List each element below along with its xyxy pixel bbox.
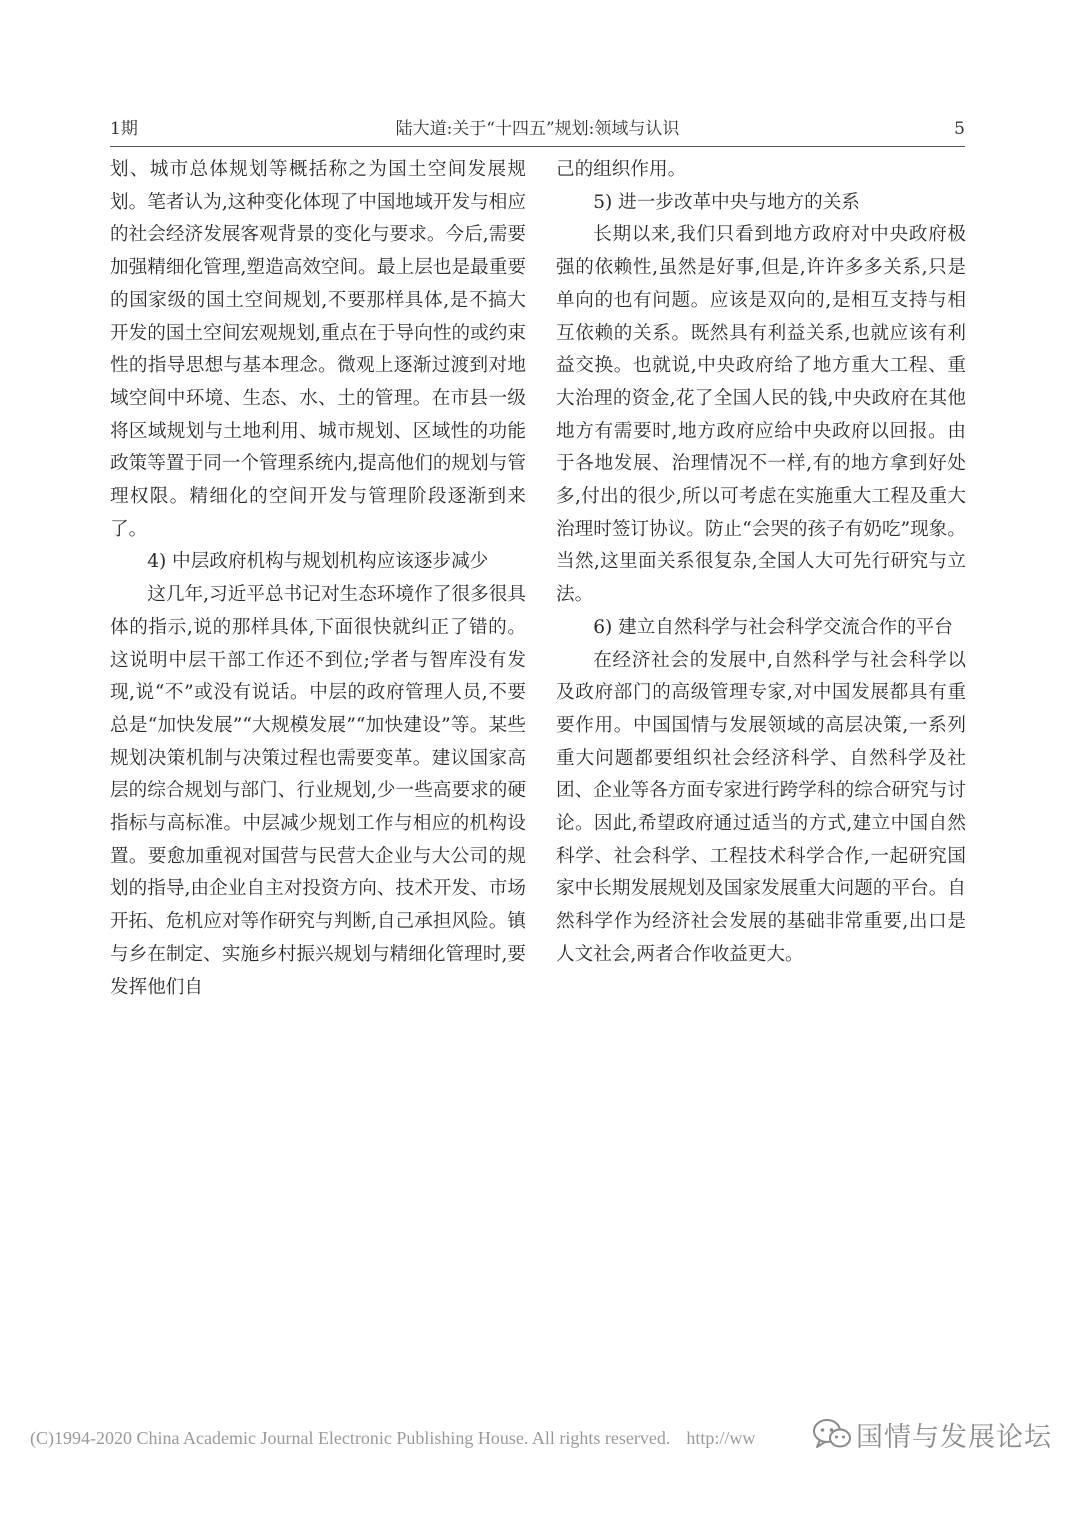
body-paragraph: 这几年,习近平总书记对生态环境作了很多很具体的指示,说的那样具体,下面很快就纠正了错的。这说明中层干部工作还不到位;学者与智库没有发现,说“不”或没有说话。中层的政府管理人员,不要总是“加快发展”“大规模发展”“加快建设”等。某些规划决策机制与决策过程也需要变革。建议国家高层的综合规划与部门、行业规划,少一些高要求的硬指标与高标准。中层减少规划工作与相应的机构设置。要愈加重视对国营与民营大企业与大公司的规划的指导,由企业自主对投资方向、技术开发、市场开拓、危机应对等作研究与判断,自己承担风险。镇与乡在制定、实施乡村振兴规划与精细化管理时,要发挥他们自	[110, 584, 526, 998]
section-subheading: 5) 进一步改革中央与地方的关系	[593, 191, 860, 213]
footer-url: http://ww	[686, 1428, 756, 1448]
issue-label: 1期	[110, 119, 138, 139]
page-number: 5	[954, 119, 965, 139]
running-header	[110, 114, 965, 144]
section-subheading: 6) 建立自然科学与社会科学交流合作的平台	[593, 616, 953, 638]
header-rule	[110, 146, 965, 147]
wechat-bubble-icon	[812, 1417, 852, 1451]
copyright-footer	[30, 1428, 755, 1449]
body-paragraph: 长期以来,我们只看到地方政府对中央政府极强的依赖性,虽然是好事,但是,许许多多关系,只是单向的也有问题。应该是双向的,是相互支持与相互依赖的关系。既然具有利益关系,也就应该有利益交换。也就说,中央政府给了地方重大工程、重大治理的资金,花了全国人民的钱,中央政府在其他地方有需要时,地方政府应给中央政府以回报。由于各地发展、治理情况不一样,有的地方拿到好处多,付出的很少,所以可考虑在实施重大工程及重大治理时签订协议。防止“会哭的孩子有奶吃”现象。当然,这里面关系很复杂,全国人大可先行研究与立法。	[556, 224, 966, 606]
body-paragraph: 在经济社会的发展中,自然科学与社会科学以及政府部门的高级管理专家,对中国发展都具有重要作用。中国国情与发展领域的高层决策,一系列重大问题都要组织社会经济科学、自然科学及社团、企业等各方面专家进行跨学科的综合研究与讨论。因此,希望政府通过适当的方式,建立中国自然科学、社会科学、工程技术科学合作,一起研究国家中长期发展规划及国家发展重大问题的平台。自然科学作为经济社会发展的基础非常重要,出口是人文社会,两者合作收益更大。	[556, 649, 966, 965]
source-watermark	[812, 1412, 1052, 1456]
right-column	[556, 154, 966, 972]
copyright-text: (C)1994-2020 China Academic Journal Electronic Publishing House. All rights reserved.	[30, 1428, 671, 1448]
article-running-title: 陆大道:关于“十四五”规划:领域与认识	[395, 119, 680, 139]
left-column	[110, 154, 526, 1004]
section-subheading: 4) 中层政府机构与规划机构应该逐步减少	[147, 551, 489, 573]
body-paragraph-continuation: 划、城市总体规划等概括称之为国土空间发展规划。笔者认为,这种变化体现了中国地域开发与相应的社会经济发展客观背景的变化与要求。今后,需要加强精细化管理,塑造高效空间。最上层也是最重要的国家级的国土空间规划,不要那样具体,是不搞大开发的国土空间宏观规划,重点在于导向性的或约束性的指导思想与基本理念。微观上逐渐过渡到对地域空间中环境、生态、水、土的管理。在市县一级将区域规划与土地利用、城市规划、区域性的功能政策等置于同一个管理系统内,提高他们的规划与管理权限。精细化的空间开发与管理阶段逐渐到来了。	[110, 159, 526, 540]
body-paragraph-continuation: 己的组织作用。	[556, 159, 687, 180]
watermark-text: 国情与发展论坛	[856, 1421, 1052, 1453]
